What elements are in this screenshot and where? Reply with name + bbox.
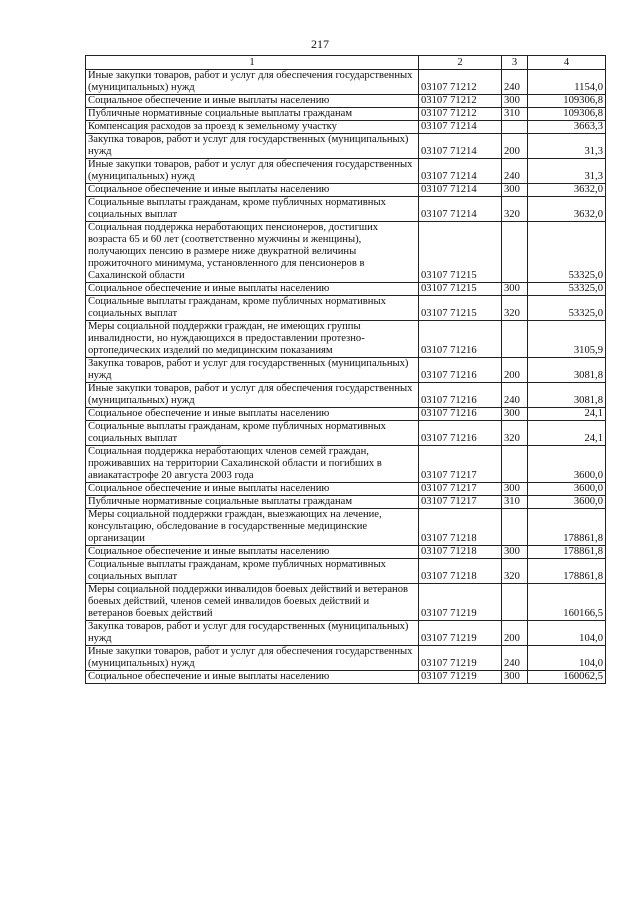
- page-number: 217: [311, 37, 329, 51]
- row-type-cell: 240: [502, 70, 528, 95]
- row-type-cell: 320: [502, 559, 528, 584]
- table-row: [86, 222, 606, 283]
- row-code-cell: 03107 71214: [419, 197, 502, 222]
- row-type-cell: 240: [502, 159, 528, 184]
- row-code-cell: 03107 71214: [419, 184, 502, 197]
- row-name-cell: Иные закупки товаров, работ и услуг для обеспечения государственных (муниципальных) нужд: [86, 646, 419, 671]
- table-row: [86, 646, 606, 671]
- row-code-cell: 03107 71215: [419, 222, 502, 283]
- table-row: [86, 70, 606, 95]
- row-amount-cell: 104,0: [528, 646, 606, 671]
- table-body: [86, 70, 606, 684]
- row-amount-cell: 160166,5: [528, 584, 606, 621]
- row-amount-cell: 3600,0: [528, 446, 606, 483]
- table-row: [86, 408, 606, 421]
- row-type-cell: 200: [502, 358, 528, 383]
- row-name-cell: Публичные нормативные социальные выплаты гражданам: [86, 496, 419, 509]
- row-code-cell: 03107 71216: [419, 421, 502, 446]
- row-type-cell: 320: [502, 197, 528, 222]
- row-amount-cell: 53325,0: [528, 296, 606, 321]
- row-name-cell: Меры социальной поддержки инвалидов боевых действий и ветеранов боевых действий, членов семей инвалидов боевых действий и ветеранов боевых действий: [86, 584, 419, 621]
- row-name-cell: Меры социальной поддержки граждан, выезжающих на лечение, консультацию, обследование в государственные медицинские организации: [86, 509, 419, 546]
- row-code-cell: 03107 71217: [419, 483, 502, 496]
- row-name-cell: Социальное обеспечение и иные выплаты населению: [86, 546, 419, 559]
- row-type-cell: [502, 509, 528, 546]
- row-type-cell: 200: [502, 621, 528, 646]
- table-row: [86, 446, 606, 483]
- table-row: [86, 546, 606, 559]
- row-code-cell: 03107 71218: [419, 559, 502, 584]
- column-header-name: 1: [86, 56, 419, 70]
- row-amount-cell: 1154,0: [528, 70, 606, 95]
- row-type-cell: 300: [502, 408, 528, 421]
- row-type-cell: [502, 446, 528, 483]
- row-type-cell: [502, 584, 528, 621]
- row-name-cell: Меры социальной поддержки граждан, не имеющих группы инвалидности, но нуждающихся в предоставлении протезно-ортопедических изделий по медицинским показаниям: [86, 321, 419, 358]
- row-amount-cell: 53325,0: [528, 222, 606, 283]
- row-name-cell: Социальное обеспечение и иные выплаты населению: [86, 408, 419, 421]
- row-amount-cell: 178861,8: [528, 546, 606, 559]
- row-name-cell: Иные закупки товаров, работ и услуг для обеспечения государственных (муниципальных) нужд: [86, 383, 419, 408]
- row-name-cell: Социальные выплаты гражданам, кроме публичных нормативных социальных выплат: [86, 197, 419, 222]
- row-type-cell: 300: [502, 283, 528, 296]
- row-code-cell: 03107 71212: [419, 108, 502, 121]
- row-code-cell: 03107 71219: [419, 646, 502, 671]
- row-code-cell: 03107 71216: [419, 408, 502, 421]
- row-amount-cell: 109306,8: [528, 95, 606, 108]
- row-amount-cell: 178861,8: [528, 559, 606, 584]
- row-code-cell: 03107 71219: [419, 621, 502, 646]
- row-code-cell: 03107 71214: [419, 121, 502, 134]
- row-name-cell: Закупка товаров, работ и услуг для государственных (муниципальных) нужд: [86, 358, 419, 383]
- table-row: [86, 184, 606, 197]
- row-code-cell: 03107 71216: [419, 383, 502, 408]
- row-name-cell: Закупка товаров, работ и услуг для государственных (муниципальных) нужд: [86, 134, 419, 159]
- row-amount-cell: 3105,9: [528, 321, 606, 358]
- row-type-cell: 300: [502, 95, 528, 108]
- row-name-cell: Публичные нормативные социальные выплаты гражданам: [86, 108, 419, 121]
- table-row: [86, 421, 606, 446]
- row-name-cell: Иные закупки товаров, работ и услуг для обеспечения государственных (муниципальных) нужд: [86, 70, 419, 95]
- row-amount-cell: 24,1: [528, 421, 606, 446]
- row-name-cell: Закупка товаров, работ и услуг для государственных (муниципальных) нужд: [86, 621, 419, 646]
- budget-table: [85, 55, 606, 684]
- table-row: [86, 134, 606, 159]
- row-amount-cell: 31,3: [528, 159, 606, 184]
- table-row: [86, 108, 606, 121]
- row-code-cell: 03107 71212: [419, 70, 502, 95]
- row-name-cell: Социальная поддержка неработающих пенсионеров, достигших возраста 65 и 60 лет (соответственно мужчины и женщины), получающих пенсию в размере ниже двукратной величины прожиточного минимума, установленного для пенсионеров в Сахалинской области: [86, 222, 419, 283]
- table-row: [86, 197, 606, 222]
- row-code-cell: 03107 71215: [419, 283, 502, 296]
- row-amount-cell: 109306,8: [528, 108, 606, 121]
- row-type-cell: 310: [502, 496, 528, 509]
- row-name-cell: Социальное обеспечение и иные выплаты населению: [86, 184, 419, 197]
- row-type-cell: 300: [502, 483, 528, 496]
- row-code-cell: 03107 71219: [419, 671, 502, 684]
- table-header-row: [86, 56, 606, 70]
- row-code-cell: 03107 71218: [419, 546, 502, 559]
- row-name-cell: Иные закупки товаров, работ и услуг для обеспечения государственных (муниципальных) нужд: [86, 159, 419, 184]
- row-name-cell: Социальные выплаты гражданам, кроме публичных нормативных социальных выплат: [86, 296, 419, 321]
- row-code-cell: 03107 71217: [419, 496, 502, 509]
- row-code-cell: 03107 71214: [419, 134, 502, 159]
- row-type-cell: 240: [502, 383, 528, 408]
- table-row: [86, 321, 606, 358]
- row-type-cell: [502, 121, 528, 134]
- column-header-amount: 4: [528, 56, 606, 70]
- row-amount-cell: 3600,0: [528, 483, 606, 496]
- row-code-cell: 03107 71217: [419, 446, 502, 483]
- row-amount-cell: 53325,0: [528, 283, 606, 296]
- table-row: [86, 283, 606, 296]
- row-amount-cell: 178861,8: [528, 509, 606, 546]
- row-type-cell: [502, 321, 528, 358]
- row-amount-cell: 3632,0: [528, 184, 606, 197]
- row-type-cell: 240: [502, 646, 528, 671]
- row-code-cell: 03107 71216: [419, 321, 502, 358]
- table-row: [86, 159, 606, 184]
- table-row: [86, 559, 606, 584]
- row-name-cell: Социальные выплаты гражданам, кроме публичных нормативных социальных выплат: [86, 421, 419, 446]
- row-amount-cell: 160062,5: [528, 671, 606, 684]
- row-code-cell: 03107 71212: [419, 95, 502, 108]
- table-row: [86, 358, 606, 383]
- row-name-cell: Социальное обеспечение и иные выплаты населению: [86, 483, 419, 496]
- row-name-cell: Компенсация расходов за проезд к земельному участку: [86, 121, 419, 134]
- row-code-cell: 03107 71219: [419, 584, 502, 621]
- table-row: [86, 621, 606, 646]
- row-name-cell: Социальные выплаты гражданам, кроме публичных нормативных социальных выплат: [86, 559, 419, 584]
- row-amount-cell: 24,1: [528, 408, 606, 421]
- row-amount-cell: 104,0: [528, 621, 606, 646]
- row-amount-cell: 3632,0: [528, 197, 606, 222]
- row-code-cell: 03107 71215: [419, 296, 502, 321]
- table-row: [86, 496, 606, 509]
- row-type-cell: 200: [502, 134, 528, 159]
- row-name-cell: Социальная поддержка неработающих членов семей граждан, проживавших на территории Сахалинской области и погибших в авиакатастрофе 20 августа 2003 года: [86, 446, 419, 483]
- table-row: [86, 671, 606, 684]
- table-row: [86, 509, 606, 546]
- row-code-cell: 03107 71216: [419, 358, 502, 383]
- row-name-cell: Социальное обеспечение и иные выплаты населению: [86, 283, 419, 296]
- row-code-cell: 03107 71214: [419, 159, 502, 184]
- table-row: [86, 296, 606, 321]
- row-type-cell: 310: [502, 108, 528, 121]
- table-row: [86, 584, 606, 621]
- row-code-cell: 03107 71218: [419, 509, 502, 546]
- row-amount-cell: 31,3: [528, 134, 606, 159]
- row-amount-cell: 3663,3: [528, 121, 606, 134]
- table-row: [86, 95, 606, 108]
- row-type-cell: 320: [502, 421, 528, 446]
- row-type-cell: [502, 222, 528, 283]
- row-type-cell: 320: [502, 296, 528, 321]
- row-type-cell: 300: [502, 546, 528, 559]
- row-type-cell: 300: [502, 184, 528, 197]
- column-header-code: 2: [419, 56, 502, 70]
- table-row: [86, 121, 606, 134]
- table-row: [86, 383, 606, 408]
- column-header-type: 3: [502, 56, 528, 70]
- row-amount-cell: 3600,0: [528, 496, 606, 509]
- table-row: [86, 483, 606, 496]
- row-amount-cell: 3081,8: [528, 383, 606, 408]
- row-amount-cell: 3081,8: [528, 358, 606, 383]
- row-type-cell: 300: [502, 671, 528, 684]
- row-name-cell: Социальное обеспечение и иные выплаты населению: [86, 671, 419, 684]
- row-name-cell: Социальное обеспечение и иные выплаты населению: [86, 95, 419, 108]
